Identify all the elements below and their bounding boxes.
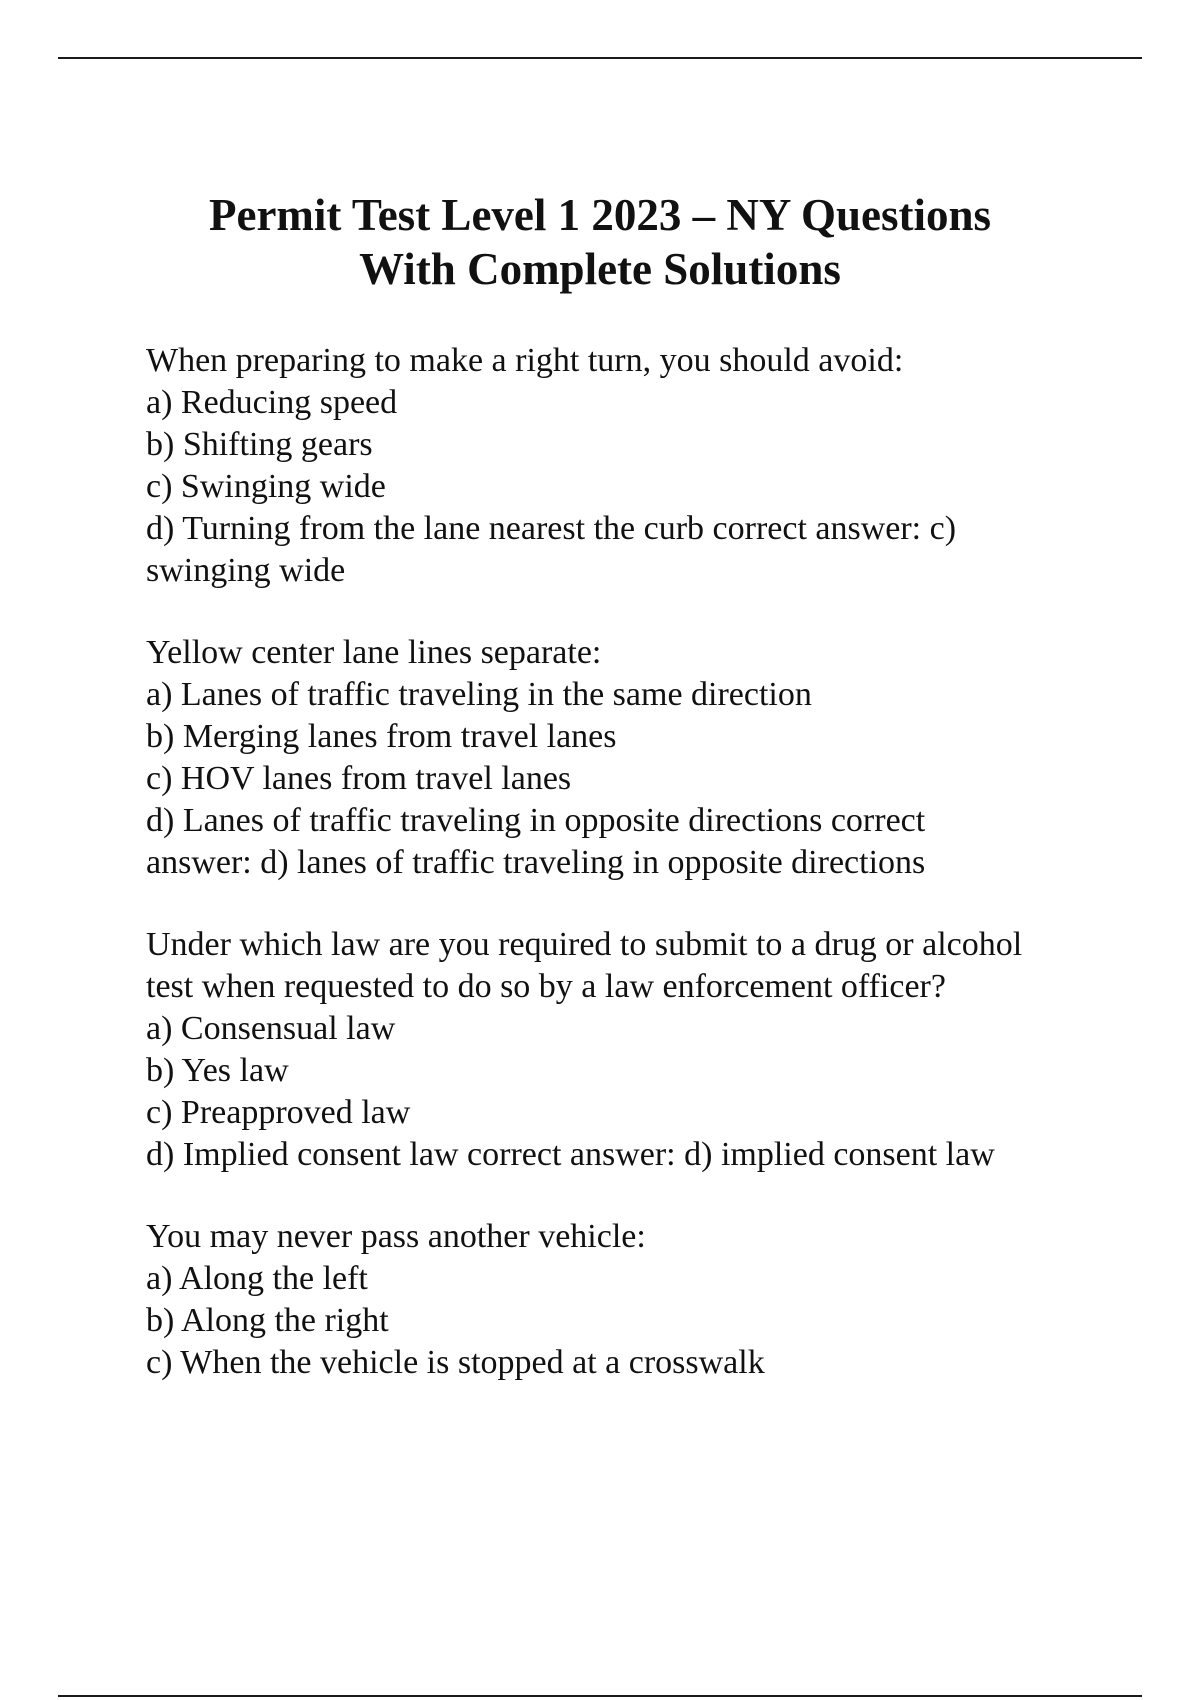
- question-2-option-b: b) Merging lanes from travel lanes: [146, 718, 617, 755]
- question-4-option-b: b) Along the right: [146, 1302, 389, 1339]
- question-1-option-a: a) Reducing speed: [146, 384, 398, 421]
- question-block-3: [146, 924, 1106, 1176]
- question-3-option-b: b) Yes law: [146, 1052, 289, 1089]
- question-3-prompt: Under which law are you required to submit to a drug or alcohol: [146, 926, 1023, 963]
- question-list: [146, 340, 1106, 1424]
- question-2-option-d: d) Lanes of traffic traveling in opposite directions correct: [146, 802, 926, 839]
- question-4-prompt: You may never pass another vehicle:: [146, 1218, 646, 1255]
- question-1-option-d: d) Turning from the lane nearest the curb correct answer: c): [146, 510, 957, 547]
- document-title: [0, 188, 1200, 296]
- title-line-1: Permit Test Level 1 2023 – NY Questions: [208, 190, 992, 240]
- question-2-prompt: Yellow center lane lines separate:: [146, 634, 602, 671]
- question-4-option-c: c) When the vehicle is stopped at a crosswalk: [146, 1344, 765, 1381]
- question-1-option-c: c) Swinging wide: [146, 468, 386, 505]
- question-3-prompt-cont: test when requested to do so by a law enforcement officer?: [146, 968, 946, 1005]
- question-1-answer: swinging wide: [146, 552, 346, 589]
- title-line-2: With Complete Solutions: [359, 244, 841, 294]
- question-4-option-a: a) Along the left: [146, 1260, 368, 1297]
- question-1-prompt: When preparing to make a right turn, you should avoid:: [146, 342, 904, 379]
- question-2-option-a: a) Lanes of traffic traveling in the same direction: [146, 676, 812, 713]
- question-3-option-c: c) Preapproved law: [146, 1094, 411, 1131]
- question-block-4: [146, 1216, 1106, 1384]
- question-1-option-b: b) Shifting gears: [146, 426, 373, 463]
- bottom-divider: [58, 1695, 1142, 1697]
- question-2-option-c: c) HOV lanes from travel lanes: [146, 760, 572, 797]
- question-2-answer: answer: d) lanes of traffic traveling in opposite directions: [146, 844, 926, 881]
- question-block-1: [146, 340, 1106, 592]
- question-block-2: [146, 632, 1106, 884]
- question-3-option-a: a) Consensual law: [146, 1010, 396, 1047]
- top-divider: [58, 57, 1142, 59]
- question-3-option-d: d) Implied consent law correct answer: d) implied consent law: [146, 1136, 995, 1173]
